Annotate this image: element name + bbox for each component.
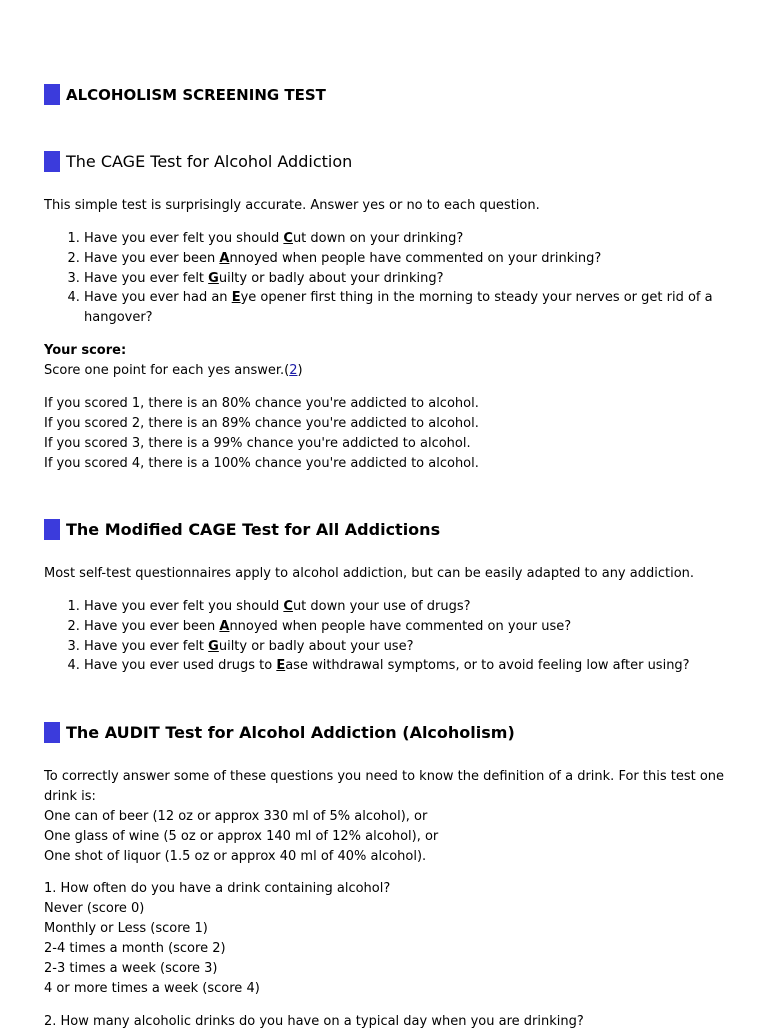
list-item: 1. Have you ever felt you should Cut down your use of drugs? [84,597,734,617]
heading-bullet-icon [44,519,60,540]
result-line: If you scored 4, there is a 100% chance you're addicted to alcohol. [44,456,479,471]
audit-heading [44,722,515,743]
modified-question-list [44,597,734,676]
answer-option: 4 or more times a week (score 4) [44,981,260,996]
reference-link[interactable]: 2 [289,363,298,378]
paragraph: One glass of wine (5 oz or approx 140 ml of 12% alcohol), or [44,829,439,844]
audit-intro [44,767,734,867]
list-item: 3. Have you ever felt Guilty or badly about your drinking? [84,269,734,289]
list-item: 1. Have you ever felt you should Cut down on your drinking? [84,229,734,249]
result-line: If you scored 3, there is a 99% chance you're addicted to alcohol. [44,436,471,451]
audit-heading-text: The AUDIT Test for Alcohol Addiction (Alcoholism) [66,723,515,742]
answer-option: 2-4 times a month (score 2) [44,941,226,956]
answer-option: Never (score 0) [44,901,145,916]
modified-intro: Most self-test questionnaires apply to alcohol addiction, but can be easily adapted to any addiction. [44,566,695,581]
modified-heading-text: The Modified CAGE Test for All Addictions [66,520,441,539]
main-heading [44,84,326,105]
page-title: ALCOHOLISM SCREENING TEST [66,85,326,104]
heading-bullet-icon [44,722,60,743]
paragraph: One shot of liquor (1.5 oz or approx 40 ml of 40% alcohol). [44,849,427,864]
audit-question-2: 2. How many alcoholic drinks do you have on a typical day when you are drinking? [44,1014,584,1029]
question-text: 1. How often do you have a drink containing alcohol? [44,881,391,896]
cage-question-list [44,229,734,328]
paragraph: To correctly answer some of these questions you need to know the definition of a drink. For this test one drink is: [44,769,725,804]
cage-heading-text: The CAGE Test for Alcohol Addiction [66,152,353,171]
cage-intro: This simple test is surprisingly accurate. Answer yes or no to each question. [44,198,540,213]
heading-bullet-icon [44,151,60,172]
paragraph: One can of beer (12 oz or approx 330 ml of 5% alcohol), or [44,809,428,824]
cage-score [44,341,734,381]
score-label: Your score: [44,343,127,358]
heading-bullet-icon [44,84,60,105]
cage-results [44,394,734,474]
list-item: 4. Have you ever used drugs to Ease withdrawal symptoms, or to avoid feeling low after using? [84,656,734,676]
result-line: If you scored 1, there is an 80% chance you're addicted to alcohol. [44,396,479,411]
modified-heading [44,519,440,540]
list-item: 2. Have you ever been Annoyed when people have commented on your drinking? [84,249,734,269]
list-item: 4. Have you ever had an Eye opener first thing in the morning to steady your nerves or get rid of a hangover? [84,288,734,328]
audit-question-1 [44,879,734,999]
answer-option: 2-3 times a week (score 3) [44,961,218,976]
list-item: 3. Have you ever felt Guilty or badly about your use? [84,637,734,657]
answer-option: Monthly or Less (score 1) [44,921,208,936]
list-item: 2. Have you ever been Annoyed when people have commented on your use? [84,617,734,637]
result-line: If you scored 2, there is an 89% chance you're addicted to alcohol. [44,416,479,431]
score-text: Score one point for each yes answer.(2) [44,363,303,378]
cage-heading [44,151,352,172]
